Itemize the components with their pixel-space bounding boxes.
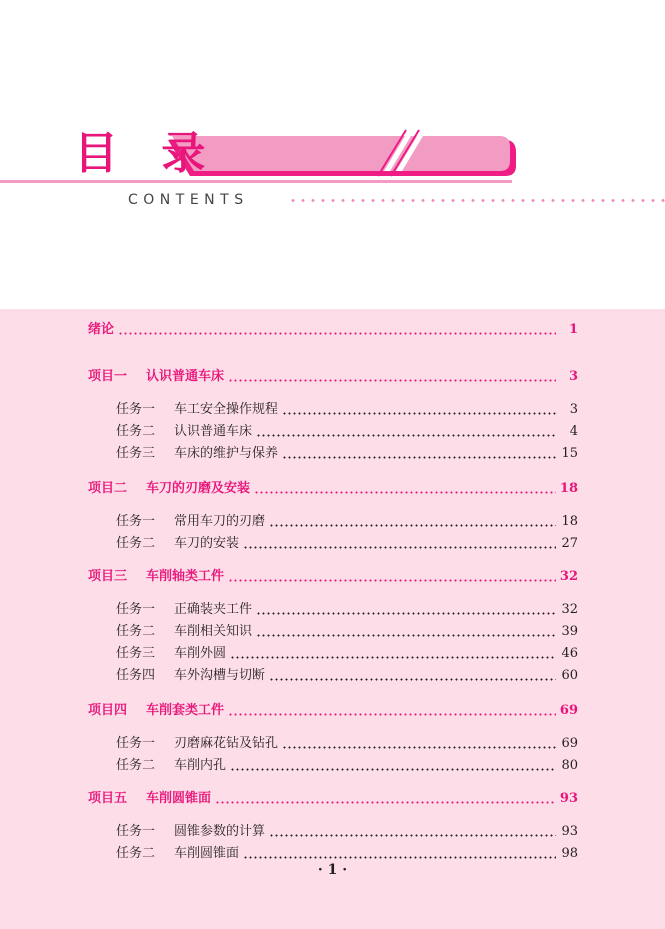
toc-entry-title: 车削轴类工件: [146, 569, 225, 584]
toc-dot-leader: [243, 856, 556, 859]
toc-entry-title: 车外沟槽与切断: [174, 668, 266, 683]
toc-entry-number: 任务二: [116, 846, 156, 861]
toc-entry-title: 车工安全操作规程: [174, 402, 279, 417]
toc-entry-page: 93: [561, 824, 578, 839]
toc-entry-number: 任务一: [116, 602, 156, 617]
toc-entry-title: 常用车刀的刃磨: [174, 514, 266, 529]
toc-dot-leader: [118, 332, 556, 335]
toc-project-entry[interactable]: [88, 367, 578, 387]
toc-entry-number: 项目三: [88, 569, 128, 584]
toc-task-entry[interactable]: [116, 822, 578, 842]
toc-entry-title: 圆锥参数的计算: [174, 824, 266, 839]
toc-dot-leader: [254, 491, 556, 494]
toc-dot-leader: [256, 634, 556, 637]
toc-dot-leader: [228, 379, 556, 382]
toc-dot-leader: [269, 524, 556, 527]
toc-panel: [0, 309, 665, 929]
toc-dot-leader: [269, 678, 556, 681]
toc-entry-page: 69: [559, 703, 578, 718]
toc-entry-number: 任务二: [116, 536, 156, 551]
toc-dot-leader: [228, 713, 556, 716]
toc-task-entry[interactable]: [116, 734, 578, 754]
toc-project-entry[interactable]: [88, 479, 578, 499]
toc-dot-leader: [282, 412, 556, 415]
toc-dot-leader: [215, 801, 556, 804]
toc-entry-number: 任务二: [116, 624, 156, 639]
page-number: · 1 ·: [317, 862, 348, 878]
toc-entry-title: 车削相关知识: [174, 624, 253, 639]
toc-dot-leader: [256, 612, 556, 615]
toc-dot-leader: [256, 434, 556, 437]
toc-header: [0, 0, 665, 230]
toc-task-entry[interactable]: [116, 844, 578, 864]
toc-dot-leader: [282, 456, 556, 459]
toc-task-entry[interactable]: [116, 444, 578, 464]
toc-task-entry[interactable]: [116, 644, 578, 664]
toc-entry-page: 32: [561, 602, 578, 617]
toc-entry-number: 项目一: [88, 369, 128, 384]
toc-entry-title: 车削外圆: [174, 646, 227, 661]
toc-entry-page: 3: [568, 369, 578, 384]
toc-task-entry[interactable]: [116, 666, 578, 686]
toc-entry-page: 39: [561, 624, 578, 639]
toc-task-entry[interactable]: [116, 534, 578, 554]
toc-entry-title: 车削圆锥面: [146, 791, 212, 806]
toc-project-entry[interactable]: [88, 567, 578, 587]
toc-dot-leader: [230, 656, 556, 659]
toc-task-entry[interactable]: [116, 622, 578, 642]
toc-entry-number: 任务一: [116, 402, 156, 417]
toc-entry-page: 3: [569, 402, 578, 417]
toc-entry-page: 80: [561, 758, 578, 773]
toc-dot-leader: [282, 746, 556, 749]
toc-task-entry[interactable]: [116, 756, 578, 776]
toc-entry-title: 车削套类工件: [146, 703, 225, 718]
toc-entry-number: 项目四: [88, 703, 128, 718]
toc-entry-number: 任务四: [116, 668, 156, 683]
toc-task-entry[interactable]: [116, 400, 578, 420]
toc-entry-page: 18: [561, 514, 578, 529]
toc-entry-number: 任务一: [116, 736, 156, 751]
decorative-dot-row: [288, 199, 665, 202]
toc-entry-title: 车床的维护与保养: [174, 446, 279, 461]
toc-dot-leader: [230, 768, 556, 771]
contents-subtitle: CONTENTS: [128, 192, 249, 208]
toc-task-entry[interactable]: [116, 600, 578, 620]
toc-entry-page: 69: [561, 736, 578, 751]
toc-entry-page: 27: [561, 536, 578, 551]
toc-entry-number: 项目二: [88, 481, 128, 496]
toc-entry-page: 1: [568, 322, 578, 337]
toc-entry-title: 车削圆锥面: [174, 846, 240, 861]
toc-entry-number: 项目五: [88, 791, 128, 806]
page-title: 目 录: [74, 128, 220, 179]
toc-entry-page: 46: [561, 646, 578, 661]
toc-entry-page: 32: [559, 569, 578, 584]
toc-entry-page: 15: [561, 446, 578, 461]
toc-entry-page: 18: [559, 481, 578, 496]
toc-entry-number: 任务二: [116, 758, 156, 773]
toc-entry-number: 任务一: [116, 514, 156, 529]
toc-entry-title: 正确装夹工件: [174, 602, 253, 617]
toc-dot-leader: [269, 834, 556, 837]
toc-entry-title: 车削内孔: [174, 758, 227, 773]
toc-entry-title: 刃磨麻花钻及钻孔: [174, 736, 279, 751]
toc-task-entry[interactable]: [116, 422, 578, 442]
toc-entry-title: 认识普通车床: [174, 424, 253, 439]
toc-entry-title: 认识普通车床: [146, 369, 225, 384]
toc-task-entry[interactable]: [116, 512, 578, 532]
toc-entry-number: 任务二: [116, 424, 156, 439]
toc-entry-number: 任务一: [116, 824, 156, 839]
toc-project-entry[interactable]: [88, 789, 578, 809]
toc-dot-leader: [228, 579, 556, 582]
toc-entry-page: 60: [561, 668, 578, 683]
toc-entry-title: 绪论: [88, 322, 115, 337]
toc-entry-number: 任务三: [116, 446, 156, 461]
toc-project-entry[interactable]: [88, 320, 578, 340]
toc-project-entry[interactable]: [88, 701, 578, 721]
toc-entry-number: 任务三: [116, 646, 156, 661]
toc-dot-leader: [243, 546, 556, 549]
toc-entry-page: 4: [569, 424, 578, 439]
toc-entry-page: 93: [559, 791, 578, 806]
toc-entry-page: 98: [561, 846, 578, 861]
toc-entry-title: 车刀的刃磨及安装: [146, 481, 251, 496]
toc-entry-title: 车刀的安装: [174, 536, 240, 551]
